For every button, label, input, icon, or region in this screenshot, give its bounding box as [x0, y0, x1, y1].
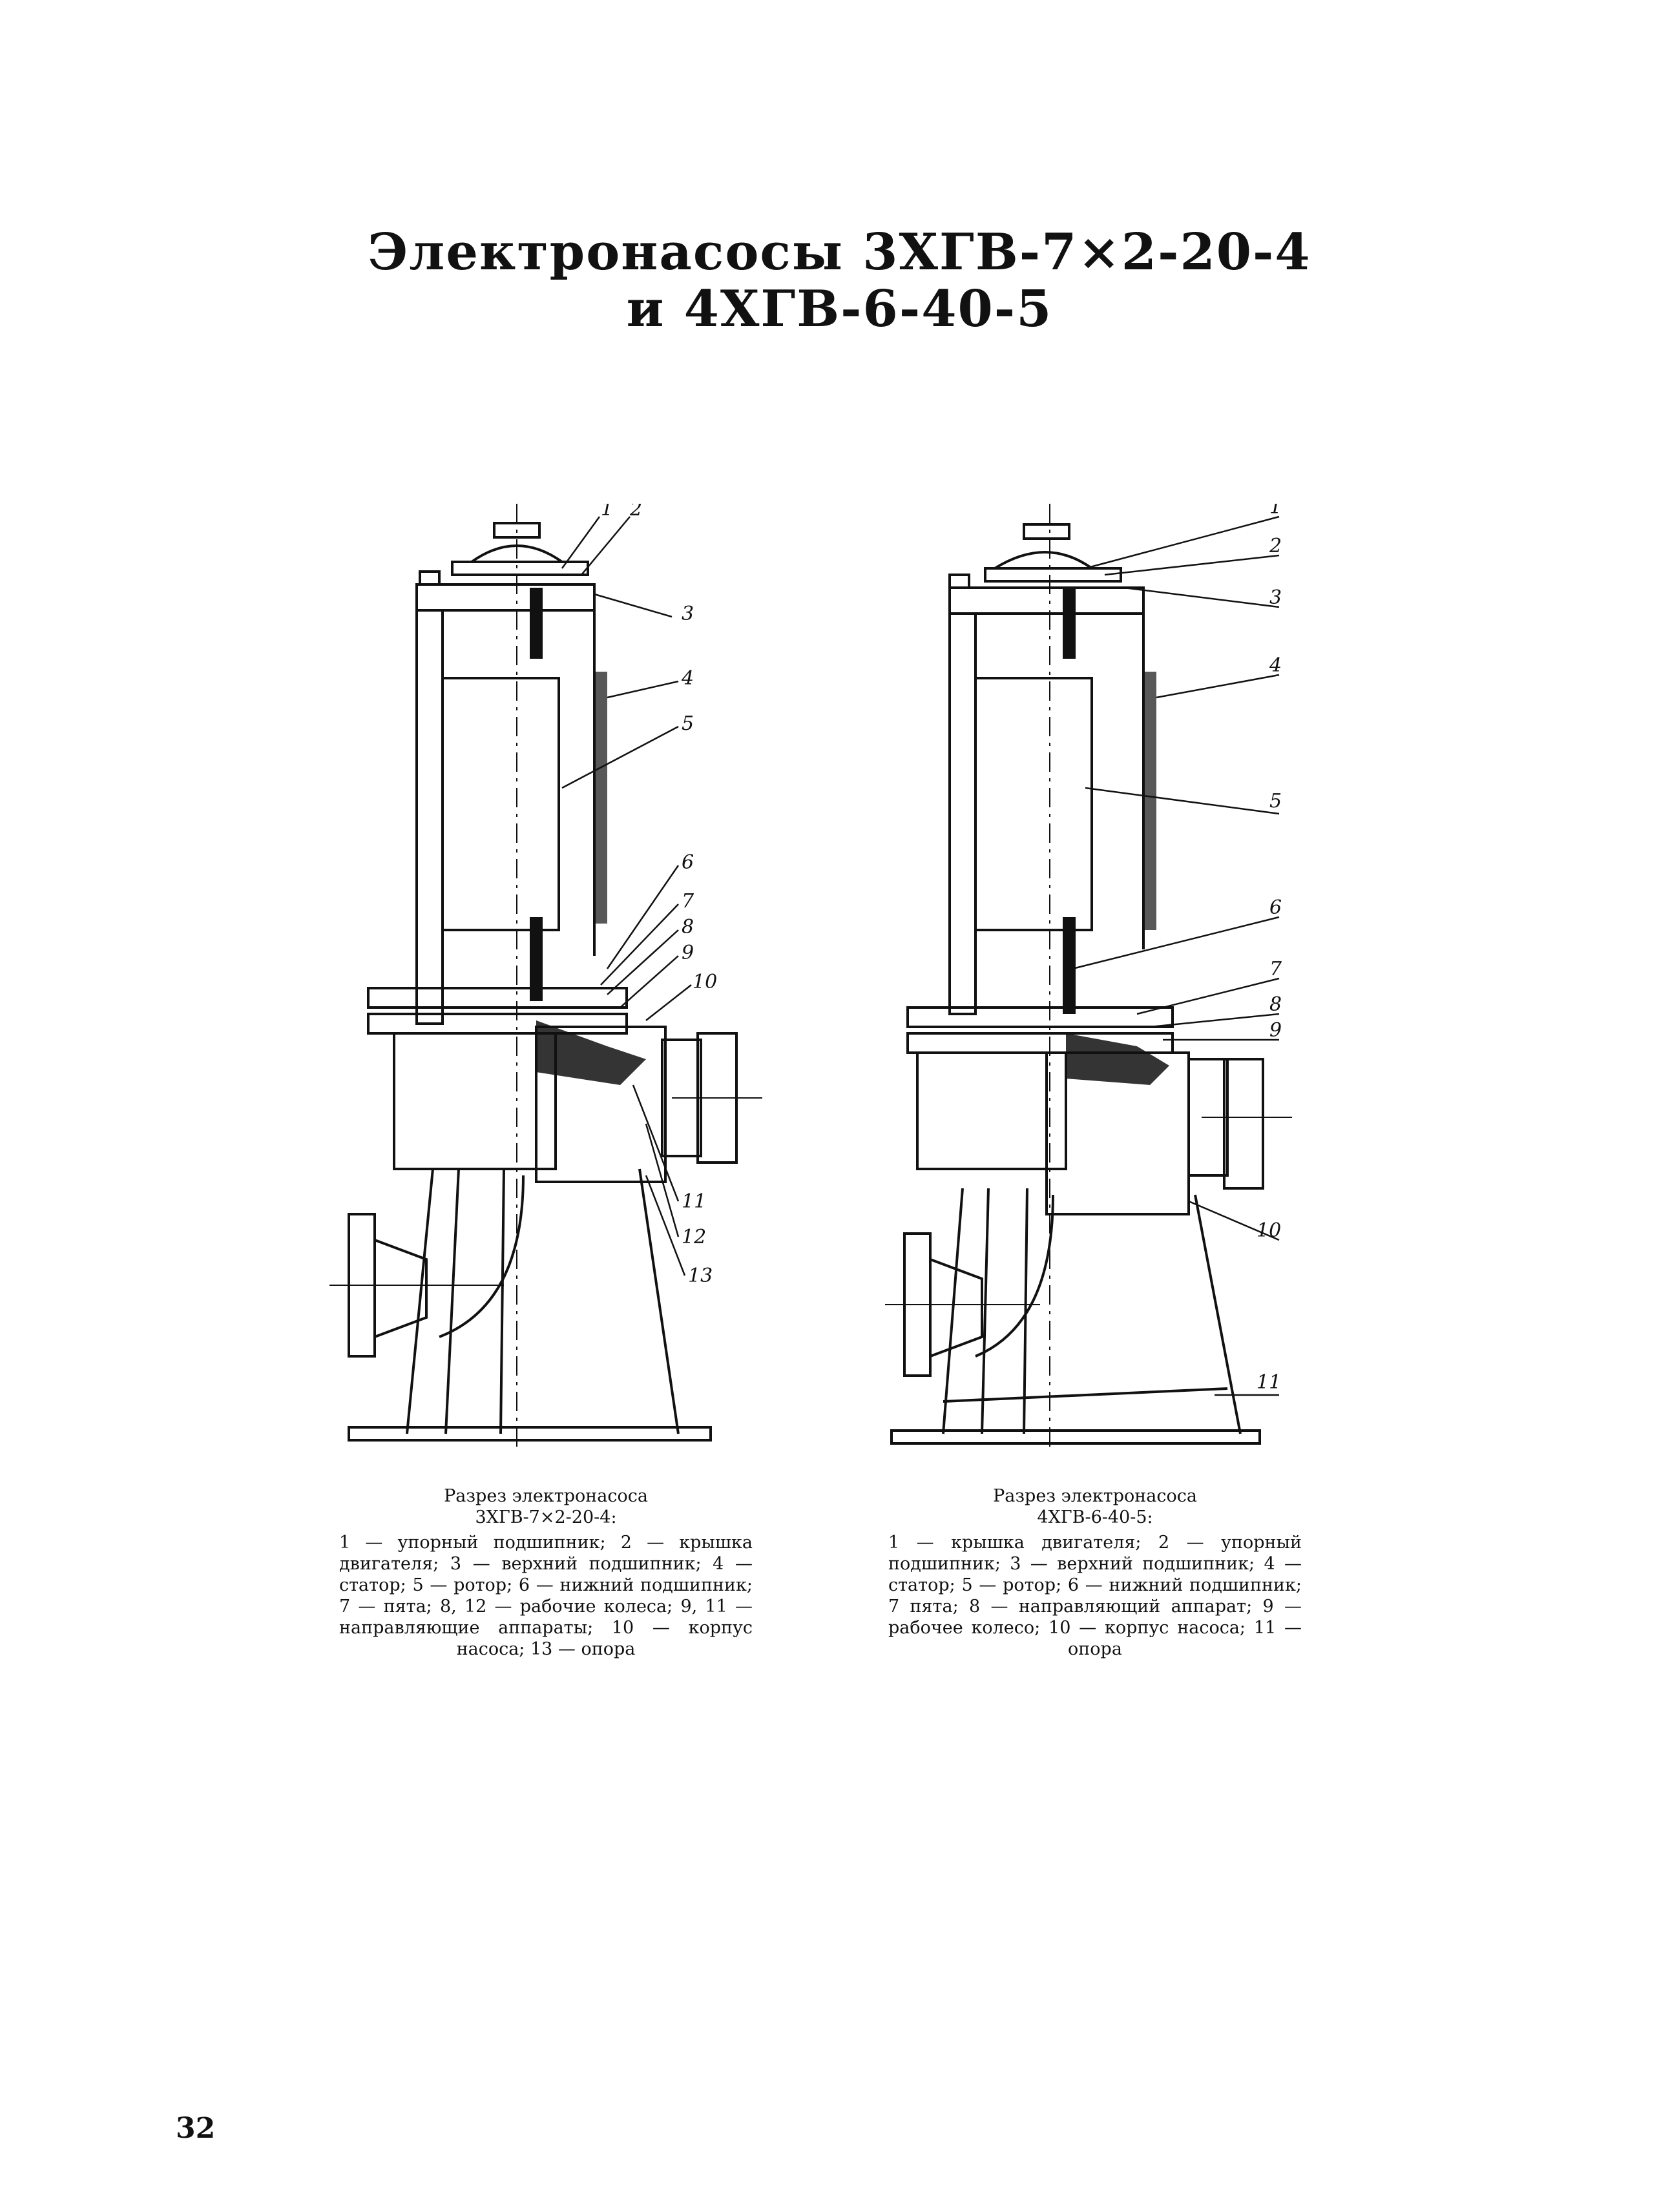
callout-2: 2 — [630, 504, 643, 521]
callout-7: 7 — [682, 890, 694, 913]
callout-12: 12 — [682, 1226, 707, 1248]
callout-3: 3 — [682, 603, 694, 625]
page-title-line-2: и 4ХГВ-6-40-5 — [626, 280, 1053, 338]
callout-10: 10 — [693, 971, 718, 993]
callout-11: 11 — [682, 1190, 707, 1213]
pump-3xgv-cross-section — [310, 504, 956, 1485]
callout-6: 6 — [1269, 896, 1282, 919]
callout-5: 5 — [1269, 790, 1282, 812]
page-title-line-1: Электронасосы 3ХГВ-7×2-20-4 — [368, 223, 1311, 282]
caption-right-title-1: Разрез электронасоса — [993, 1486, 1197, 1506]
callout-9: 9 — [682, 942, 694, 964]
callout-1: 1 — [1269, 504, 1282, 519]
callout-5: 5 — [682, 712, 694, 735]
pump-section-drawing-right — [879, 504, 1525, 1485]
callout-9: 9 — [1269, 1019, 1282, 1042]
callout-6: 6 — [682, 851, 694, 874]
callout-3: 3 — [1269, 586, 1282, 609]
callout-1: 1 — [601, 504, 614, 521]
callout-7: 7 — [1269, 958, 1282, 980]
caption-right — [888, 1485, 1302, 1660]
page-number: 32 — [176, 2112, 216, 2145]
callout-2: 2 — [1269, 535, 1282, 557]
pump-section-drawing-left — [310, 504, 956, 1485]
callout-8: 8 — [682, 916, 694, 938]
caption-left-legend: 1 — упорный подшипник; 2 — крышка двигателя; 3 — верхний подшипник; 4 — статор; 5 — ротор; 6 — нижний подшипник; 7 — пята; 8, 12 — рабочие колеса; 9, 11 — направляющие аппараты; 10 — корпус насоса; 13 — опора — [339, 1533, 753, 1659]
callout-11: 11 — [1257, 1371, 1282, 1394]
caption-left-title-1: Разрез электронасоса — [444, 1486, 648, 1506]
caption-right-title-2: 4ХГВ-6-40-5: — [1037, 1507, 1153, 1527]
callout-8: 8 — [1269, 993, 1282, 1016]
pump-4xgv-cross-section — [879, 504, 1525, 1485]
caption-left — [339, 1485, 753, 1660]
caption-right-legend: 1 — крышка двигателя; 2 — упорный подшипник; 3 — верхний подшипник; 4 — статор; 5 — ротор; 6 — нижний подшипник; 7 пята; 8 — направляющий аппарат; 9 — рабочее колесо; 10 — корпус насоса; 11 — опора — [888, 1533, 1302, 1659]
callout-10: 10 — [1257, 1219, 1282, 1242]
callout-4: 4 — [1269, 654, 1282, 677]
caption-left-title-2: 3ХГВ-7×2-20-4: — [475, 1507, 617, 1527]
callout-13: 13 — [688, 1265, 713, 1287]
callout-4: 4 — [682, 667, 694, 690]
